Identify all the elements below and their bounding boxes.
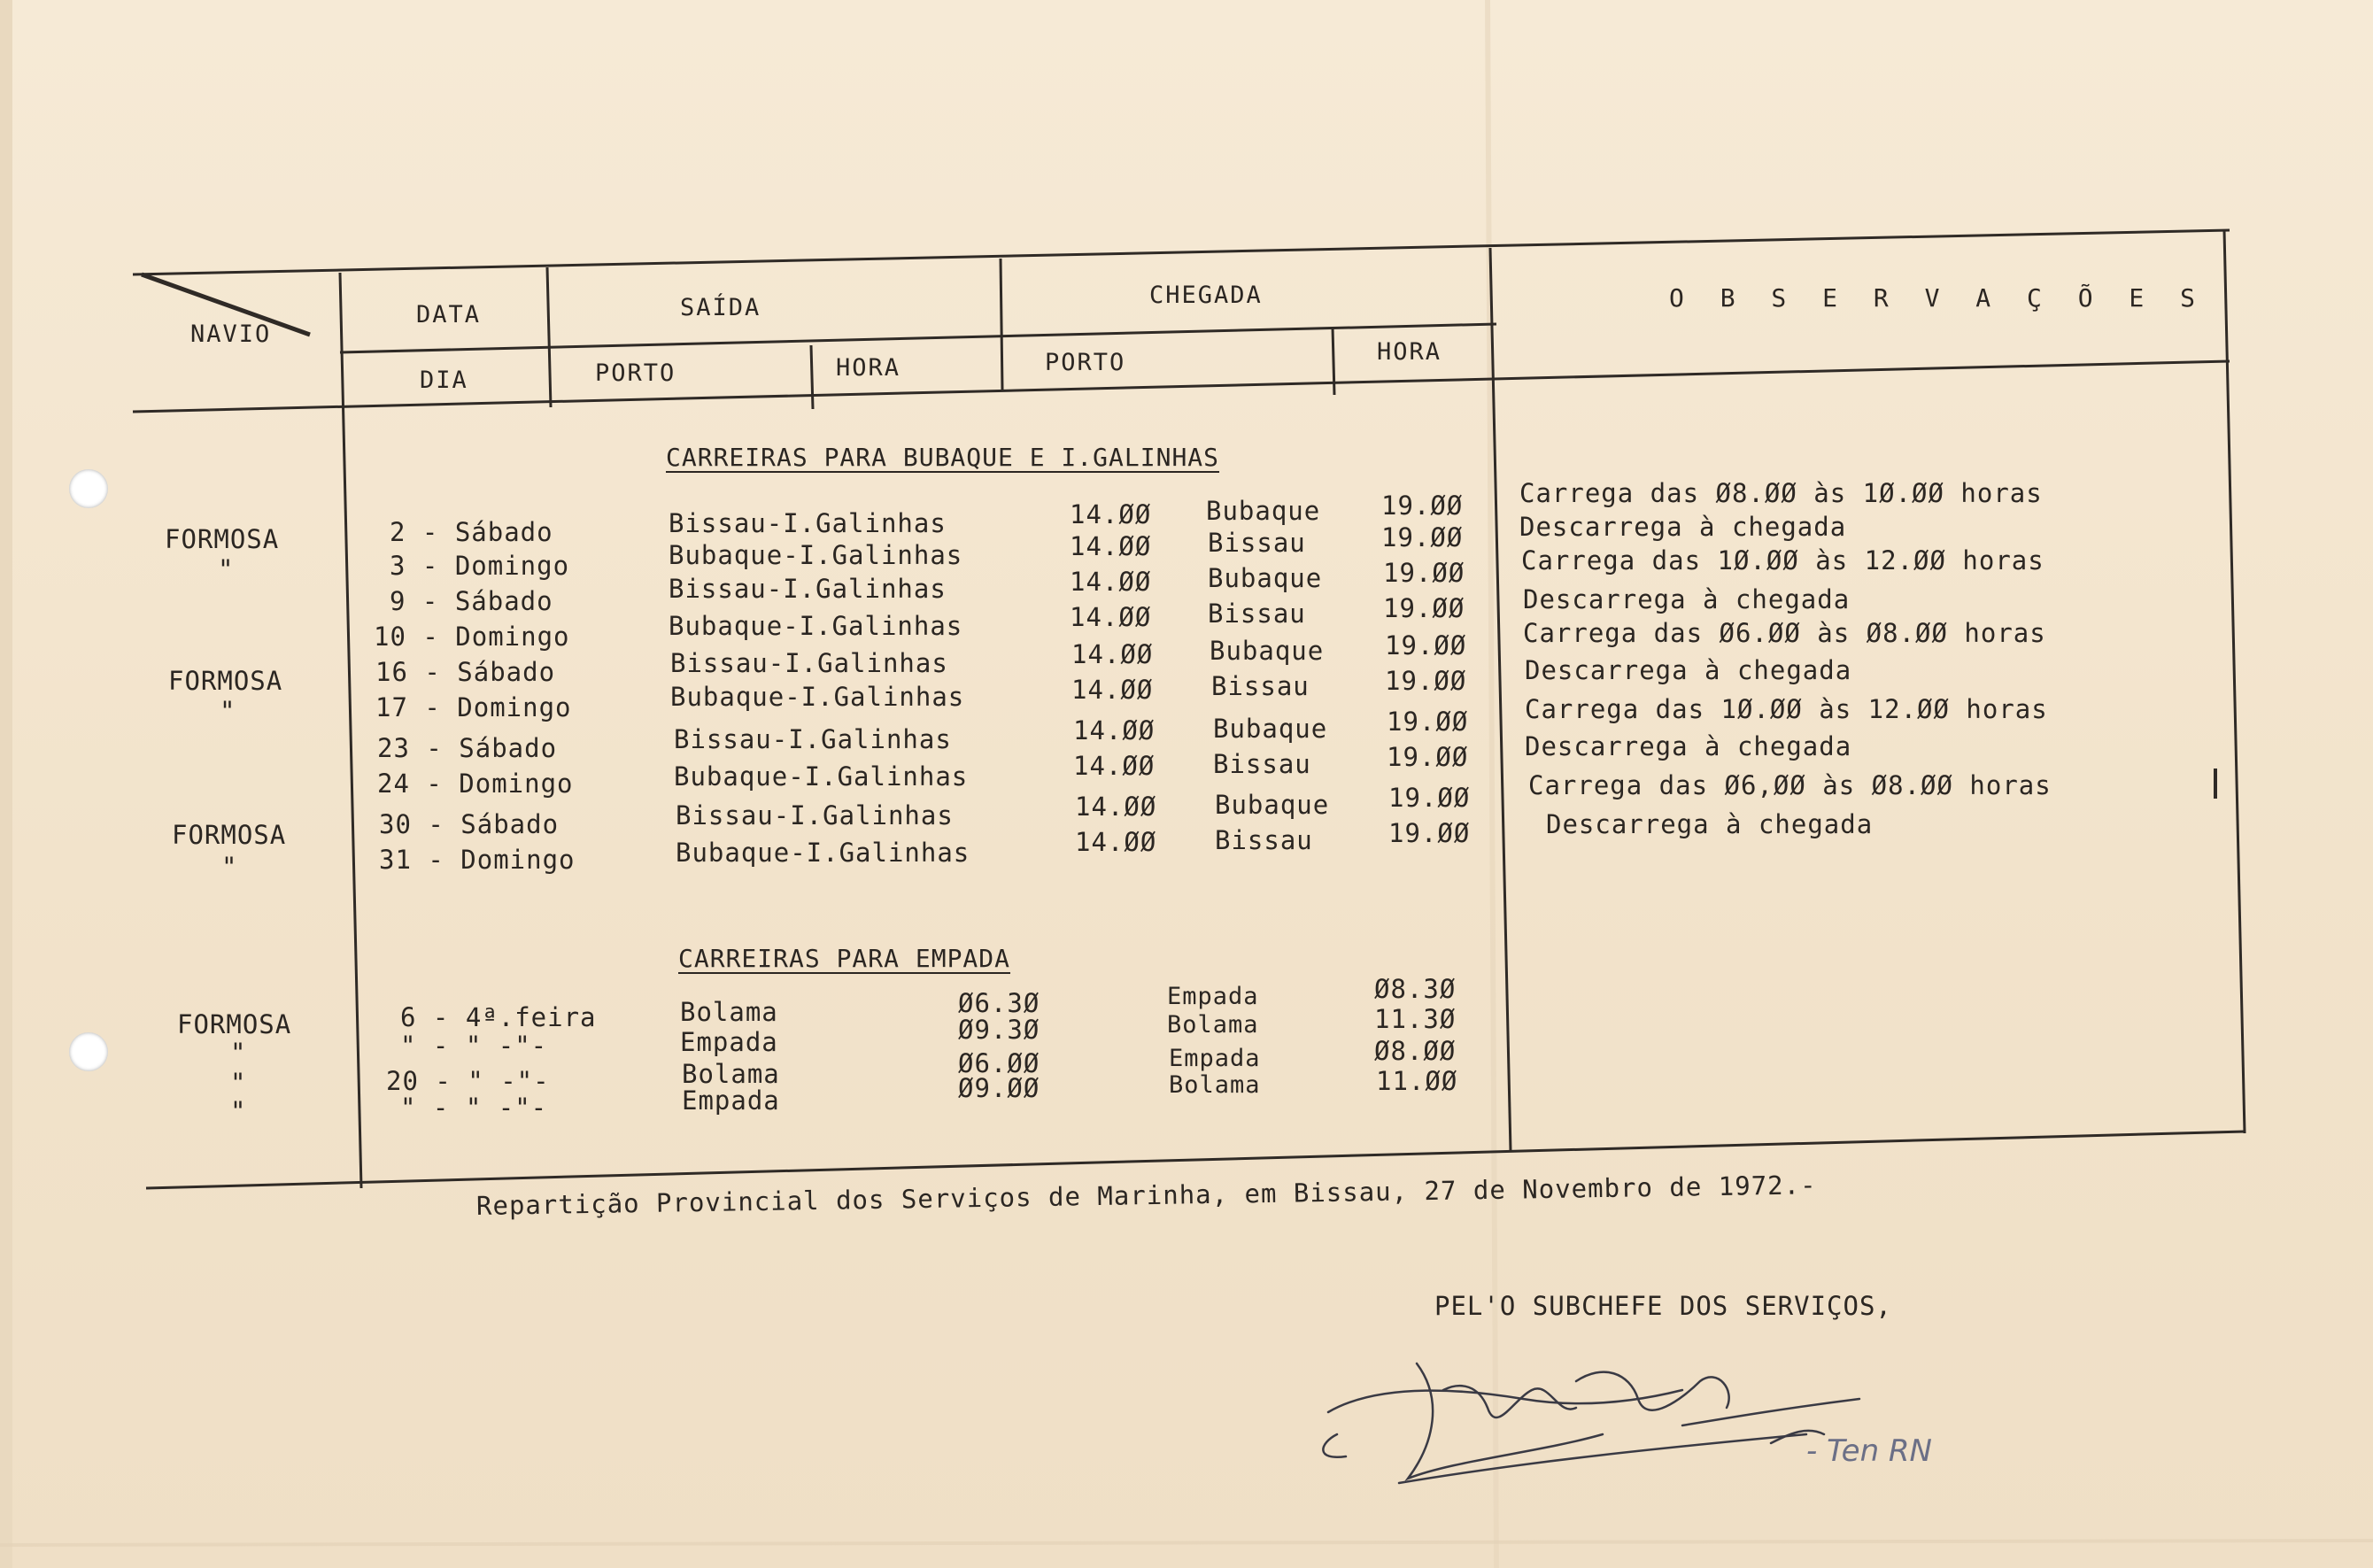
header-dia: DIA [420, 367, 468, 394]
table-row-hora-saida: 14.ØØ [1073, 715, 1156, 745]
table-row-dia: 6 - 4ª.feira [400, 1002, 597, 1032]
table-row-dia: 20 - " -"- [386, 1066, 550, 1096]
table-row-hora-saida: 14.ØØ [1075, 792, 1157, 822]
table-row-porto-chegada: Bubaque [1213, 714, 1328, 744]
table-row-porto-chegada: Bolama [1169, 1071, 1261, 1099]
observation-text: Carrega das Ø6,ØØ às Ø8.ØØ horas [1528, 770, 2052, 800]
table-row-hora-saida: 14.ØØ [1073, 751, 1156, 781]
header-chegada: CHEGADA [1149, 282, 1263, 309]
table-row-dia: 3 - Domingo [390, 551, 570, 581]
table-row-dia: 23 - Sábado [377, 733, 558, 763]
observation-text: Descarrega à chegada [1546, 809, 1874, 839]
observation-text: Descarrega à chegada [1525, 655, 1852, 685]
table-row-hora-chegada: 19.ØØ [1387, 707, 1469, 737]
table-row-porto-saida: Bissau-I.Galinhas [676, 800, 954, 830]
table-row-porto-chegada: Bubaque [1210, 636, 1325, 666]
signature-image [1310, 1328, 2019, 1505]
table-row-hora-chegada: 19.ØØ [1381, 490, 1464, 521]
header-navio: NAVIO [190, 321, 272, 348]
table-row-porto-chegada: Bubaque [1206, 496, 1321, 526]
observation-text: Descarrega à chegada [1523, 584, 1851, 614]
table-row-dia: 10 - Domingo [374, 622, 570, 652]
location-date-line: Repartição Provincial dos Serviços de Marinha, em Bissau, 27 de Novembro de 1972.- [475, 1170, 1817, 1221]
table-row-dia: 31 - Domingo [379, 845, 576, 875]
table-row-porto-saida: Bissau-I.Galinhas [669, 574, 947, 604]
table-row-porto-saida: Bissau-I.Galinhas [670, 648, 948, 678]
table-row-dia: 9 - Sábado [390, 586, 553, 616]
observation-text: Carrega das 1Ø.ØØ às 12.ØØ horas [1521, 545, 2044, 575]
table-row-porto-chegada: Bissau [1208, 528, 1306, 558]
table-row-hora-chegada: 19.ØØ [1381, 522, 1464, 552]
table-row-porto-saida: Bubaque-I.Galinhas [669, 540, 963, 570]
ship-name: " [230, 1038, 247, 1068]
table-row-hora-chegada: Ø8.ØØ [1374, 1036, 1457, 1066]
header-saida: SAÍDA [680, 294, 761, 321]
ship-name: FORMOSA [165, 524, 280, 554]
header-observacoes: O B S E R V A Ç Õ E S [1669, 283, 2207, 313]
header-hora-chegada: HORA [1377, 338, 1442, 366]
table-row-dia: 17 - Domingo [375, 692, 572, 722]
table-row-porto-saida: Bubaque-I.Galinhas [669, 611, 963, 641]
ship-name: FORMOSA [172, 820, 287, 850]
table-row-hora-saida: 14.ØØ [1070, 602, 1152, 632]
table-row-dia: " - " -"- [400, 1093, 548, 1123]
table-row-porto-saida: Bubaque-I.Galinhas [676, 838, 970, 868]
table-row-porto-saida: Bolama [680, 997, 778, 1027]
observation-text: Carrega das Ø8.ØØ às 1Ø.ØØ horas [1519, 478, 2043, 508]
table-row-hora-saida: 14.ØØ [1071, 675, 1154, 705]
ship-name: " [218, 554, 235, 584]
table-row-porto-saida: Bissau-I.Galinhas [669, 508, 947, 538]
table-row-hora-saida: Ø6.3Ø [958, 988, 1040, 1018]
table-row-hora-chegada: 19.ØØ [1385, 666, 1467, 696]
table-row-hora-saida: 14.ØØ [1070, 499, 1152, 529]
table-row-porto-chegada: Empada [1167, 983, 1259, 1010]
table-row-porto-chegada: Bubaque [1215, 790, 1330, 820]
table-row-porto-saida: Empada [680, 1027, 778, 1057]
ship-name: FORMOSA [168, 666, 283, 696]
table-row-hora-saida: 14.ØØ [1070, 567, 1152, 597]
table-row-hora-chegada: 19.ØØ [1383, 558, 1465, 588]
table-row-hora-saida: 14.ØØ [1075, 827, 1157, 857]
table-row-porto-saida: Bolama [682, 1059, 780, 1089]
section1-title: CARREIRAS PARA BUBAQUE E I.GALINHAS [666, 443, 1220, 472]
table-row-porto-chegada: Bolama [1167, 1011, 1259, 1039]
observation-text: Carrega das 1Ø.ØØ às 12.ØØ horas [1525, 694, 2048, 724]
table-row-hora-chegada: 19.ØØ [1385, 630, 1467, 660]
section2-title: CARREIRAS PARA EMPADA [678, 944, 1011, 973]
table-row-porto-chegada: Bissau [1211, 671, 1310, 701]
table-row-hora-chegada: 19.ØØ [1388, 818, 1471, 848]
header-porto-saida: PORTO [595, 359, 676, 387]
table-row-porto-chegada: Bubaque [1208, 563, 1323, 593]
header-porto-chegada: PORTO [1045, 349, 1126, 376]
table-row-hora-chegada: Ø8.3Ø [1374, 974, 1457, 1004]
table-row-hora-chegada: 19.ØØ [1388, 783, 1471, 813]
header-hora-saida: HORA [836, 354, 901, 382]
table-row-hora-chegada: 11.3Ø [1374, 1004, 1457, 1034]
signatory-line: PEL'O SUBCHEFE DOS SERVIÇOS, [1434, 1291, 1892, 1321]
table-row-porto-chegada: Bissau [1208, 599, 1306, 629]
ship-name: FORMOSA [177, 1009, 292, 1039]
table-row-porto-saida: Empada [682, 1085, 780, 1116]
table-row-hora-chegada: 19.ØØ [1387, 742, 1469, 772]
table-row-dia: 24 - Domingo [377, 769, 574, 799]
table-row-hora-saida: Ø6.ØØ [958, 1048, 1040, 1078]
table-row-dia: 16 - Sábado [375, 657, 556, 687]
ship-name: " [220, 696, 236, 726]
table-row-hora-saida: 14.ØØ [1070, 531, 1152, 561]
table-row-dia: 2 - Sábado [390, 517, 553, 547]
table-row-hora-chegada: 11.ØØ [1376, 1066, 1458, 1096]
ship-name: " [230, 1068, 247, 1098]
table-row-porto-chegada: Bissau [1213, 749, 1311, 779]
observation-text: Descarrega à chegada [1519, 512, 1847, 542]
table-row-dia: 30 - Sábado [379, 809, 560, 839]
table-row-porto-chegada: Bissau [1215, 825, 1313, 855]
signature-note: - Ten RN [1806, 1433, 1932, 1469]
ship-name: " [230, 1096, 247, 1126]
observation-text: Descarrega à chegada [1525, 731, 1852, 761]
table-row-hora-saida: 14.ØØ [1071, 639, 1154, 669]
table-row-dia: " - " -"- [400, 1031, 548, 1061]
table-row-porto-saida: Bubaque-I.Galinhas [670, 682, 965, 712]
header-data: DATA [416, 301, 482, 328]
table-row-porto-saida: Bissau-I.Galinhas [674, 724, 952, 754]
table-row-porto-chegada: Empada [1169, 1045, 1261, 1072]
table-row-hora-chegada: 19.ØØ [1383, 593, 1465, 623]
table-row-hora-saida: Ø9.ØØ [958, 1073, 1040, 1103]
ship-name: " [221, 852, 238, 882]
observation-text: Carrega das Ø6.ØØ às Ø8.ØØ horas [1523, 618, 2046, 648]
table-row-porto-saida: Bubaque-I.Galinhas [674, 761, 969, 792]
table-row-hora-saida: Ø9.3Ø [958, 1015, 1040, 1045]
